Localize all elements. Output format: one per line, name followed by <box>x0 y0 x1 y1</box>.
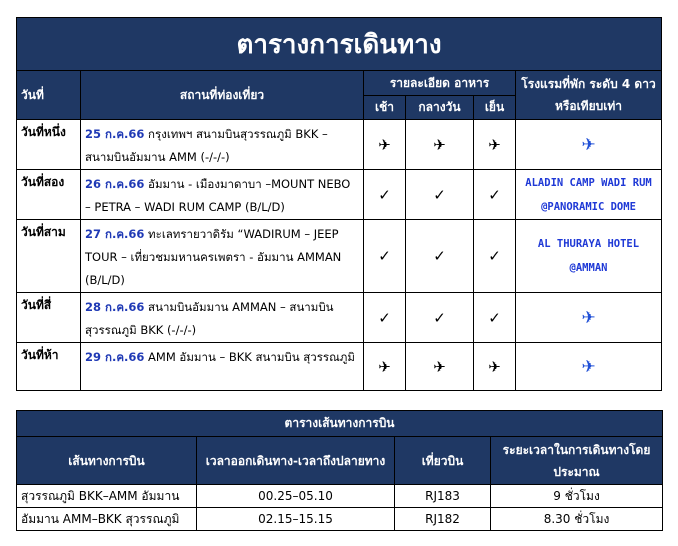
checkmark-icon: ✓ <box>364 220 406 293</box>
day-label: วันที่ห้า <box>17 343 81 391</box>
day-route-text: AMM อัมมาน – BKK สนามบิน สุวรรณภูมิ <box>144 350 355 364</box>
flight-number: RJ182 <box>395 508 491 531</box>
itinerary-row <box>17 343 662 391</box>
airplane-icon: ✈ <box>364 120 406 170</box>
day-date: 27 ก.ค.66 <box>85 227 145 241</box>
checkmark-icon: ✓ <box>474 220 516 293</box>
airplane-icon: ✈ <box>406 343 474 391</box>
hotel-name: AL THURAYA HOTEL @AMMAN <box>516 220 662 293</box>
flight-time: 02.15–15.15 <box>197 508 395 531</box>
header-places: สถานที่ท่องเที่ยว <box>81 71 364 120</box>
flight-header-route: เส้นทางการบิน <box>17 437 197 485</box>
day-description <box>81 170 364 220</box>
checkmark-icon: ✓ <box>406 170 474 220</box>
flight-duration: 9 ชั่วโมง <box>491 485 663 508</box>
flight-table <box>16 410 663 531</box>
day-label: วันที่สอง <box>17 170 81 220</box>
checkmark-icon: ✓ <box>474 293 516 343</box>
itinerary-row <box>17 120 662 170</box>
itinerary-body <box>17 120 662 391</box>
checkmark-icon: ✓ <box>406 220 474 293</box>
checkmark-icon: ✓ <box>364 170 406 220</box>
day-label: วันที่สาม <box>17 220 81 293</box>
itinerary-row <box>17 220 662 293</box>
day-route-text: อัมมาน - เมืองมาดาบา –MOUNT NEBO – PETRA – WADI RUM CAMP (B/L/D) <box>85 177 351 214</box>
flight-route: สุวรรณภูมิ BKK–AMM อัมมาน <box>17 485 197 508</box>
day-date: 26 ก.ค.66 <box>85 177 145 191</box>
flight-number: RJ183 <box>395 485 491 508</box>
header-dinner: เย็น <box>474 96 516 120</box>
day-date: 28 ก.ค.66 <box>85 300 145 314</box>
flight-row <box>17 485 663 508</box>
day-route-text: ทะเลทรายวาดิรัม “WADIRUM – JEEP TOUR – เที่ยวชมมหานครเพตรา - อัมมาน AMMAN (B/L/D) <box>85 227 342 287</box>
day-date: 25 ก.ค.66 <box>85 127 145 141</box>
checkmark-icon: ✓ <box>364 293 406 343</box>
flight-row <box>17 508 663 531</box>
day-date: 29 ก.ค.66 <box>85 350 145 364</box>
flight-time: 00.25–05.10 <box>197 485 395 508</box>
header-lunch: กลางวัน <box>406 96 474 120</box>
day-label: วันที่สี่ <box>17 293 81 343</box>
flight-header-flight: เที่ยวบิน <box>395 437 491 485</box>
flight-body <box>17 485 663 531</box>
header-day: วันที่ <box>17 71 81 120</box>
flight-table-title: ตารางเส้นทางการบิน <box>17 411 663 437</box>
itinerary-row <box>17 293 662 343</box>
airplane-icon: ✈ <box>406 120 474 170</box>
day-description <box>81 293 364 343</box>
airplane-icon: ✈ <box>516 343 662 391</box>
day-description <box>81 120 364 170</box>
checkmark-icon: ✓ <box>406 293 474 343</box>
day-route-text: กรุงเทพฯ สนามบินสุวรรณภูมิ BKK – สนามบินอัมมาน AMM (-/-/-) <box>85 127 328 164</box>
flight-header-duration: ระยะเวลาในการเดินทางโดยประมาณ <box>491 437 663 485</box>
header-breakfast: เช้า <box>364 96 406 120</box>
itinerary-table <box>16 17 662 391</box>
day-route-text: สนามบินอัมมาน AMMAN – สนามบินสุวรรณภูมิ BKK (-/-/-) <box>85 300 334 337</box>
airplane-icon: ✈ <box>474 120 516 170</box>
checkmark-icon: ✓ <box>474 170 516 220</box>
airplane-icon: ✈ <box>474 343 516 391</box>
header-hotel: โรงแรมที่พัก ระดับ 4 ดาว หรือเทียบเท่า <box>516 71 662 120</box>
airplane-icon: ✈ <box>364 343 406 391</box>
day-label: วันที่หนึ่ง <box>17 120 81 170</box>
airplane-icon: ✈ <box>516 120 662 170</box>
flight-route: อัมมาน AMM–BKK สุวรรณภูมิ <box>17 508 197 531</box>
header-meals: รายละเอียด อาหาร <box>364 71 516 96</box>
flight-duration: 8.30 ชั่วโมง <box>491 508 663 531</box>
itinerary-row <box>17 170 662 220</box>
itinerary-title: ตารางการเดินทาง <box>17 18 662 71</box>
day-description <box>81 220 364 293</box>
flight-header-time: เวลาออกเดินทาง-เวลาถึงปลายทาง <box>197 437 395 485</box>
day-description <box>81 343 364 391</box>
airplane-icon: ✈ <box>516 293 662 343</box>
hotel-name: ALADIN CAMP WADI RUM @PANORAMIC DOME <box>516 170 662 220</box>
